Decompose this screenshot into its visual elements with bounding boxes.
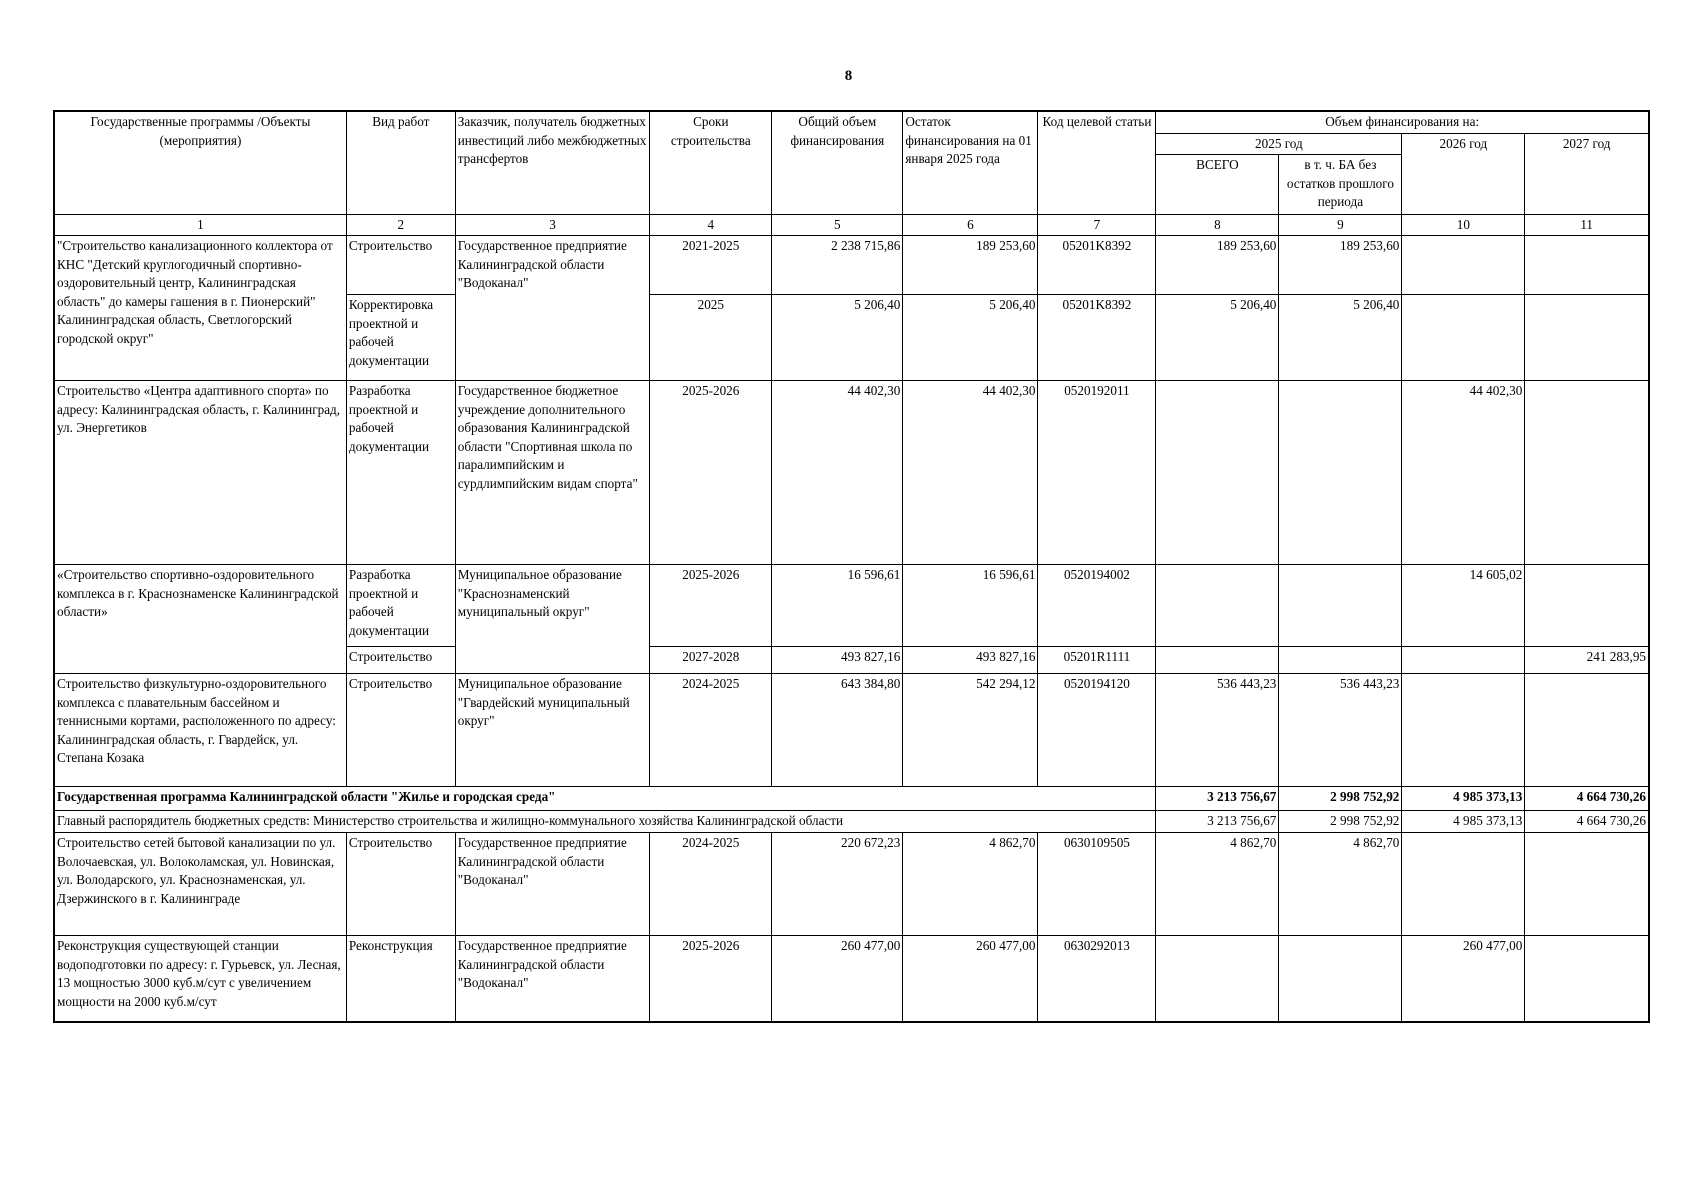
remaining-funding: 16 596,61 — [903, 565, 1038, 647]
value-2027 — [1525, 565, 1649, 647]
header-total: ВСЕГО — [1156, 155, 1279, 215]
term: 2025-2026 — [650, 936, 772, 1022]
header-remaining: Остаток финансирования на 01 января 2025 года — [903, 111, 1038, 215]
work-type: Строительство — [346, 647, 455, 674]
manager-name: Главный распорядитель бюджетных средств: Министерство строительства и жилищно-коммунального хозяйства Калининградской области — [54, 811, 1156, 833]
work-type: Строительство — [346, 236, 455, 295]
term: 2027-2028 — [650, 647, 772, 674]
value-2025: 5 206,40 — [1156, 295, 1279, 381]
column-number: 5 — [772, 215, 903, 236]
value-2025-ba — [1279, 565, 1402, 647]
column-number: 7 — [1038, 215, 1156, 236]
total-funding: 5 206,40 — [772, 295, 903, 381]
program-value-2025: 3 213 756,67 — [1156, 787, 1279, 811]
column-number: 3 — [455, 215, 650, 236]
value-2025-ba — [1279, 936, 1402, 1022]
object-name: "Строительство канализационного коллектора от КНС "Детский круглогодичный спортивно-оздоровительный центр, Калининградская область" до камеры гашения в г. Пионерский" Калининградская область, Светлогорский городской округ" — [54, 236, 346, 381]
value-2026 — [1402, 833, 1525, 936]
object-name: Строительство сетей бытовой канализации по ул. Волочаевская, ул. Волоколамская, ул. Новинская, ул. Володарского, ул. Краснознаменская, ул. Дзержинского в г. Калининграде — [54, 833, 346, 936]
work-type: Разработка проектной и рабочей документации — [346, 381, 455, 565]
header-total-funding: Общий объем финансирования — [772, 111, 903, 215]
value-2025-ba: 5 206,40 — [1279, 295, 1402, 381]
header-customer: Заказчик, получатель бюджетных инвестиций либо межбюджетных трансфертов — [455, 111, 650, 215]
value-2026: 14 605,02 — [1402, 565, 1525, 647]
object-name: «Строительство спортивно-оздоровительного комплекса в г. Краснознаменске Калининградской области» — [54, 565, 346, 674]
value-2025: 4 862,70 — [1156, 833, 1279, 936]
value-2025 — [1156, 647, 1279, 674]
term: 2024-2025 — [650, 833, 772, 936]
table-row — [54, 936, 1649, 1022]
program-row — [54, 787, 1649, 811]
work-type: Строительство — [346, 833, 455, 936]
value-2026 — [1402, 647, 1525, 674]
object-name: Строительство физкультурно-оздоровительного комплекса с плавательным бассейном и теннисными кортами, расположенного по адресу: Калининградская область, г. Гвардейск, ул. Степана Козака — [54, 674, 346, 787]
table-row — [54, 833, 1649, 936]
target-code: 05201K8392 — [1038, 236, 1156, 295]
column-numbers-row — [54, 215, 1649, 236]
object-name: Реконструкция существующей станции водоподготовки по адресу: г. Гурьевск, ул. Лесная, 13 мощностью 3000 куб.м/сут с увеличением мощности на 2000 куб.м/сут — [54, 936, 346, 1022]
header-code: Код целевой статьи — [1038, 111, 1156, 215]
target-code: 0520194120 — [1038, 674, 1156, 787]
table-row — [54, 236, 1649, 295]
program-value-2027: 4 664 730,26 — [1525, 787, 1649, 811]
header-funding-volume: Объем финансирования на: — [1156, 111, 1649, 133]
value-2027 — [1525, 295, 1649, 381]
target-code: 0520194002 — [1038, 565, 1156, 647]
program-value-2026: 4 985 373,13 — [1402, 787, 1525, 811]
value-2027 — [1525, 833, 1649, 936]
total-funding: 44 402,30 — [772, 381, 903, 565]
program-value-2025-ba: 2 998 752,92 — [1279, 787, 1402, 811]
manager-value-2027: 4 664 730,26 — [1525, 811, 1649, 833]
value-2025-ba — [1279, 647, 1402, 674]
value-2025-ba: 189 253,60 — [1279, 236, 1402, 295]
total-funding: 643 384,80 — [772, 674, 903, 787]
value-2027 — [1525, 236, 1649, 295]
financing-table — [53, 110, 1650, 1023]
value-2026 — [1402, 295, 1525, 381]
table-row — [54, 381, 1649, 565]
column-number: 6 — [903, 215, 1038, 236]
header-row-1 — [54, 111, 1649, 133]
total-funding: 220 672,23 — [772, 833, 903, 936]
value-2026: 44 402,30 — [1402, 381, 1525, 565]
customer: Государственное предприятие Калининградской области "Водоканал" — [455, 936, 650, 1022]
remaining-funding: 542 294,12 — [903, 674, 1038, 787]
work-type: Строительство — [346, 674, 455, 787]
customer: Государственное предприятие Калининградской области "Водоканал" — [455, 833, 650, 936]
header-programs: Государственные программы /Объекты (мероприятия) — [54, 111, 346, 215]
total-funding: 493 827,16 — [772, 647, 903, 674]
value-2026 — [1402, 674, 1525, 787]
program-name: Государственная программа Калининградской области "Жилье и городская среда" — [54, 787, 1156, 811]
value-2027 — [1525, 936, 1649, 1022]
remaining-funding: 4 862,70 — [903, 833, 1038, 936]
value-2025-ba: 536 443,23 — [1279, 674, 1402, 787]
total-funding: 2 238 715,86 — [772, 236, 903, 295]
term: 2024-2025 — [650, 674, 772, 787]
value-2026 — [1402, 236, 1525, 295]
remaining-funding: 189 253,60 — [903, 236, 1038, 295]
value-2025: 189 253,60 — [1156, 236, 1279, 295]
manager-value-2026: 4 985 373,13 — [1402, 811, 1525, 833]
column-number: 9 — [1279, 215, 1402, 236]
total-funding: 16 596,61 — [772, 565, 903, 647]
term: 2025-2026 — [650, 381, 772, 565]
remaining-funding: 260 477,00 — [903, 936, 1038, 1022]
target-code: 0630109505 — [1038, 833, 1156, 936]
column-number: 2 — [346, 215, 455, 236]
value-2027 — [1525, 674, 1649, 787]
target-code: 0630292013 — [1038, 936, 1156, 1022]
page-number: 8 — [844, 68, 853, 84]
value-2027: 241 283,95 — [1525, 647, 1649, 674]
remaining-funding: 44 402,30 — [903, 381, 1038, 565]
work-type: Реконструкция — [346, 936, 455, 1022]
remaining-funding: 493 827,16 — [903, 647, 1038, 674]
work-type: Разработка проектной и рабочей документации — [346, 565, 455, 647]
customer: Муниципальное образование "Гвардейский муниципальный округ" — [455, 674, 650, 787]
header-year-2026: 2026 год — [1402, 133, 1525, 215]
column-number: 1 — [54, 215, 346, 236]
work-type: Корректировка проектной и рабочей документации — [346, 295, 455, 381]
header-year-2025: 2025 год — [1156, 133, 1402, 155]
column-number: 4 — [650, 215, 772, 236]
header-year-2027: 2027 год — [1525, 133, 1649, 215]
table-row — [54, 565, 1649, 647]
value-2025 — [1156, 565, 1279, 647]
remaining-funding: 5 206,40 — [903, 295, 1038, 381]
column-number: 11 — [1525, 215, 1649, 236]
total-funding: 260 477,00 — [772, 936, 903, 1022]
manager-row — [54, 811, 1649, 833]
target-code: 0520192011 — [1038, 381, 1156, 565]
value-2026: 260 477,00 — [1402, 936, 1525, 1022]
header-ba: в т. ч. БА без остатков прошлого периода — [1279, 155, 1402, 215]
manager-value-2025: 3 213 756,67 — [1156, 811, 1279, 833]
customer: Государственное бюджетное учреждение дополнительного образования Калининградской области "Спортивная школа по паралимпийским и сурдлимпийским видам спорта" — [455, 381, 650, 565]
manager-value-2025-ba: 2 998 752,92 — [1279, 811, 1402, 833]
object-name: Строительство «Центра адаптивного спорта» по адресу: Калининградская область, г. Калининград, ул. Энергетиков — [54, 381, 346, 565]
term: 2021-2025 — [650, 236, 772, 295]
value-2025: 536 443,23 — [1156, 674, 1279, 787]
column-number: 8 — [1156, 215, 1279, 236]
customer: Муниципальное образование "Краснознаменский муниципальный округ" — [455, 565, 650, 674]
value-2025 — [1156, 936, 1279, 1022]
value-2025-ba: 4 862,70 — [1279, 833, 1402, 936]
target-code: 05201R1111 — [1038, 647, 1156, 674]
table-row — [54, 674, 1649, 787]
term: 2025-2026 — [650, 565, 772, 647]
value-2027 — [1525, 381, 1649, 565]
term: 2025 — [650, 295, 772, 381]
header-terms: Сроки строительства — [650, 111, 772, 215]
value-2025 — [1156, 381, 1279, 565]
value-2025-ba — [1279, 381, 1402, 565]
column-number: 10 — [1402, 215, 1525, 236]
customer: Государственное предприятие Калининградской области "Водоканал" — [455, 236, 650, 381]
target-code: 05201K8392 — [1038, 295, 1156, 381]
header-work-type: Вид работ — [346, 111, 455, 215]
